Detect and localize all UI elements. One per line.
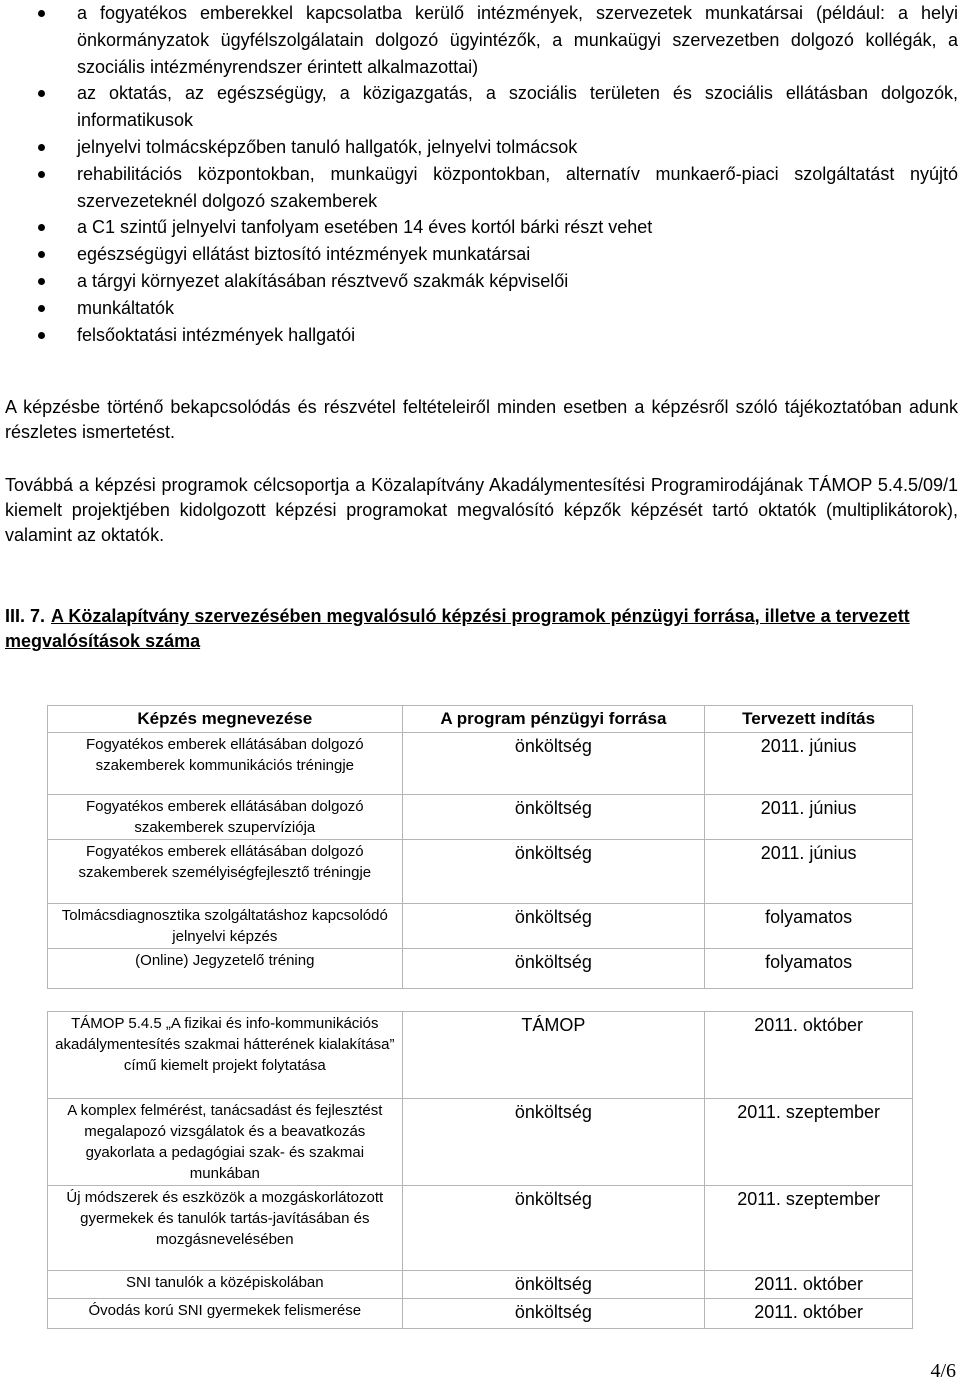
program-name: Fogyatékos emberek ellátásában dolgozó szakemberek szupervíziója	[48, 795, 403, 840]
table-row	[48, 733, 913, 795]
table-header-row	[48, 706, 913, 733]
program-source: önköltség	[402, 1299, 705, 1329]
program-source: önköltség	[402, 733, 705, 795]
participation-paragraph: A képzésbe történő bekapcsolódás és részvétel feltételeiről minden esetben a képzésről szóló tájékoztatóban adunk részletes ismertetést.	[5, 397, 958, 442]
program-start: 2011. szeptember	[705, 1186, 913, 1271]
program-source: önköltség	[402, 904, 705, 949]
program-start: 2011. szeptember	[705, 1099, 913, 1186]
program-start: 2011. június	[705, 840, 913, 904]
page-number: 4/6	[930, 1360, 956, 1382]
table-row	[48, 1099, 913, 1186]
program-name: Fogyatékos emberek ellátásában dolgozó szakemberek személyiségfejlesztő tréningje	[48, 840, 403, 904]
bullet-icon	[38, 305, 45, 312]
bullet-icon	[38, 224, 45, 231]
bullet-icon	[38, 171, 45, 178]
header-name: Képzés megnevezése	[48, 706, 403, 733]
program-source: önköltség	[402, 840, 705, 904]
header-start: Tervezett indítás	[705, 706, 913, 733]
program-source: TÁMOP	[402, 1012, 705, 1099]
program-name: TÁMOP 5.4.5 „A fizikai és info-kommunikációs akadálymentesítés szakmai hátterének kialakítása” című kiemelt projekt folytatása	[48, 1012, 403, 1099]
table-row	[48, 904, 913, 949]
bullet-icon	[38, 278, 45, 285]
section-title: A Közalapítvány szervezésében megvalósuló képzési programok pénzügyi forrása, illetve a tervezett megvalósítások száma	[5, 606, 910, 651]
program-name: Tolmácsdiagnosztika szolgáltatáshoz kapcsolódó jelnyelvi képzés	[48, 904, 403, 949]
program-name: SNI tanulók a középiskolában	[48, 1271, 403, 1299]
list-item: az oktatás, az egészségügy, a közigazgatás, a szociális területen és szociális ellátásban dolgozók, informatikusok	[0, 80, 960, 134]
program-start: 2011. június	[705, 733, 913, 795]
program-name: Fogyatékos emberek ellátásában dolgozó szakemberek kommunikációs tréningje	[48, 733, 403, 795]
bullet-icon	[38, 144, 45, 151]
target-group-paragraph: Továbbá a képzési programok célcsoportja a Közalapítvány Akadálymentesítési Programirodájának TÁMOP 5.4.5/09/1 kiemelt projektjében kidolgozott képzési programokat megvalósító képzők képzését tartó oktatók (multiplikátorok), valamint az oktatók.	[5, 475, 958, 545]
bullet-icon	[38, 251, 45, 258]
program-source: önköltség	[402, 1271, 705, 1299]
bullet-icon	[38, 90, 45, 97]
program-name: Óvodás korú SNI gyermekek felismerése	[48, 1299, 403, 1329]
bullet-icon	[38, 332, 45, 339]
list-item: a tárgyi környezet alakításában résztvevő szakmák képviselői	[0, 268, 960, 295]
list-item: jelnyelvi tolmácsképzőben tanuló hallgatók, jelnyelvi tolmácsok	[0, 134, 960, 161]
list-item: felsőoktatási intézmények hallgatói	[0, 322, 960, 349]
table-spacer-row	[48, 989, 913, 1012]
table-row	[48, 840, 913, 904]
section-heading	[5, 604, 958, 654]
program-start: 2011. október	[705, 1012, 913, 1099]
list-item: egészségügyi ellátást biztosító intézmények munkatársai	[0, 241, 960, 268]
program-source: önköltség	[402, 949, 705, 989]
program-start: folyamatos	[705, 949, 913, 989]
program-source: önköltség	[402, 1099, 705, 1186]
program-source: önköltség	[402, 795, 705, 840]
program-name: (Online) Jegyzetelő tréning	[48, 949, 403, 989]
header-source: A program pénzügyi forrása	[402, 706, 705, 733]
bullet-icon	[38, 10, 45, 17]
list-item: a C1 szintű jelnyelvi tanfolyam esetében 14 éves kortól bárki részt vehet	[0, 214, 960, 241]
table-row	[48, 1271, 913, 1299]
program-start: folyamatos	[705, 904, 913, 949]
list-item: munkáltatók	[0, 295, 960, 322]
table-row	[48, 1299, 913, 1329]
table-row	[48, 1186, 913, 1271]
target-group-list	[0, 0, 960, 348]
section-number: III. 7.	[5, 606, 46, 626]
programs-table	[47, 705, 913, 1329]
table-row	[48, 795, 913, 840]
program-name: Új módszerek és eszközök a mozgáskorlátozott gyermekek és tanulók tartás-javításában és mozgásnevelésében	[48, 1186, 403, 1271]
program-name: A komplex felmérést, tanácsadást és fejlesztést megalapozó vizsgálatok és a beavatkozás gyakorlata a pedagógiai szak- és szakmai munkában	[48, 1099, 403, 1186]
program-start: 2011. október	[705, 1299, 913, 1329]
table-row	[48, 949, 913, 989]
program-start: 2011. október	[705, 1271, 913, 1299]
list-item: rehabilitációs központokban, munkaügyi központokban, alternatív munkaerő-piaci szolgáltatást nyújtó szervezeteknél dolgozó szakemberek	[0, 161, 960, 215]
list-item: a fogyatékos emberekkel kapcsolatba kerülő intézmények, szervezetek munkatársai (például: a helyi önkormányzatok ügyfélszolgálatain dolgozó ügyintézők, a munkaügyi szervezetben dolgozó kollégák, a szociális intézményrendszer érintett alkalmazottai)	[0, 0, 960, 80]
program-start: 2011. június	[705, 795, 913, 840]
table-row	[48, 1012, 913, 1099]
program-source: önköltség	[402, 1186, 705, 1271]
